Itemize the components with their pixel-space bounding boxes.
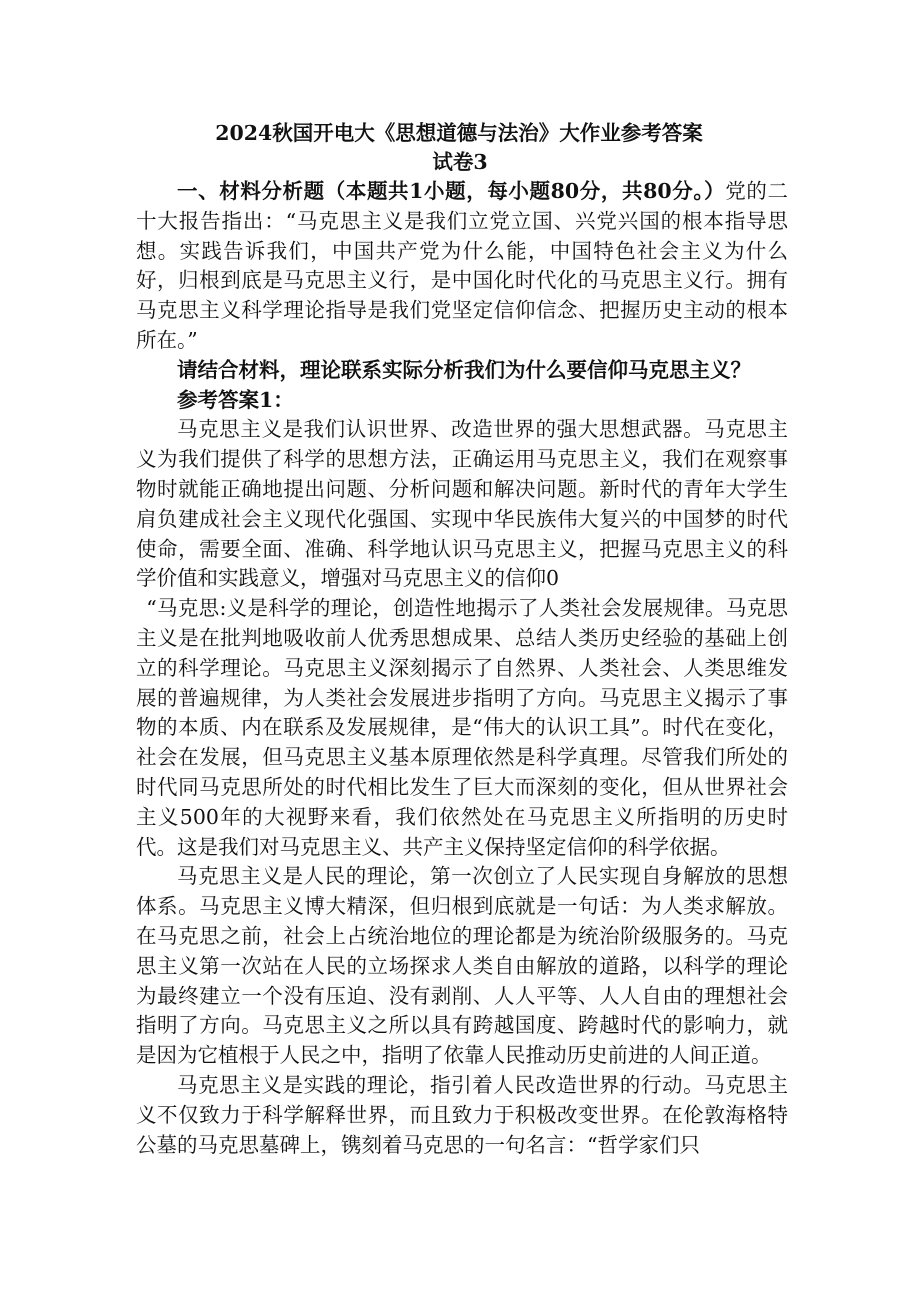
answer-paragraph-4: 马克思主义是实践的理论，指引着人民改造世界的行动。马克思主义不仅致力于科学解释世界，而且致力于积极改变世界。在伦敦海格特公墓的马克思墓碑上，镌刻着马克思的一句名言：“哲学家们只 (136, 1072, 788, 1157)
material-paragraph (136, 177, 788, 356)
document-page (136, 118, 788, 1160)
answer-paragraph-1: 马克思主义是我们认识世界、改造世界的强大思想武器。马克思主义为我们提供了科学的思想方法，正确运用马克思主义，我们在观察事物时就能正确地提出问题、分析问题和解决问题。新时代的青年大学生肩负建成社会主义现代化强国、实现中华民族伟大复兴的中国梦的时代使命，需要全面、准确、科学地认识马克思主义，把握马克思主义的科学价值和实践意义，增强对马克思主义的信仰0 (136, 417, 788, 591)
question-text: 请结合材料，理论联系实际分析我们为什么要信仰马克思主义？ (177, 357, 751, 382)
document-title: 2024秋国开电大《思想道德与法治》大作业参考答案 (215, 121, 703, 145)
answer-label (136, 386, 788, 416)
section-heading: 一、材料分析题（本题共1小题，每小题80分，共80分。） (177, 179, 726, 203)
answer-paragraph-2: “马克思:义是科学的理论，创造性地揭示了人类社会发展规律。马克思主义是在批判地吸收前人优秀思想成果、总结人类历史经验的基础上创立的科学理论。马克思主义深刻揭示了自然界、人类社会、人类思维发展的普遍规律，为人类社会发展进步指明了方向。马克思主义揭示了事物的本质、内在联系及发展规律，是“伟大的认识工具”。时代在变化，社会在发展，但马克思主义基本原理依然是科学真理。尽管我们所处的时代同马克思所处的时代相比发生了巨大而深刻的变化，但从世界社会主义500年的大视野来看，我们依然处在马克思主义所指明的历史时代。这是我们对马克思主义、共产主义保持坚定信仰的科学依据。 (136, 596, 788, 859)
answer-label-text: 参考答案1： (177, 387, 294, 412)
paper-label: 试卷3 (432, 150, 488, 174)
material-text: 党的二十大报告指出：“马克思主义是我们立党立国、兴党兴国的根本指导思想。实践告诉我们，中国共产党为什么能，中国特色社会主义为什么好，归根到底是马克思主义行，是中国化时代化的马克思主义行。拥有马克思主义科学理论指导是我们党坚定信仰信念、把握历史主动的根本所在。” (136, 179, 788, 352)
answer-paragraph-3: 马克思主义是人民的理论，第一次创立了人民实现自身解放的思想体系。马克思主义博大精深，但归根到底就是一句话：为人类求解放。在马克思之前，社会上占统治地位的理论都是为统治阶级服务的。马克思主义第一次站在人民的立场探求人类自由解放的道路，以科学的理论为最终建立一个没有压迫、没有剥削、人人平等、人人自由的理想社会指明了方向。马克思主义之所以具有跨越国度、跨越时代的影响力，就是因为它植根于人民之中，指明了依靠人民推动历史前进的人间正道。 (136, 864, 788, 1068)
